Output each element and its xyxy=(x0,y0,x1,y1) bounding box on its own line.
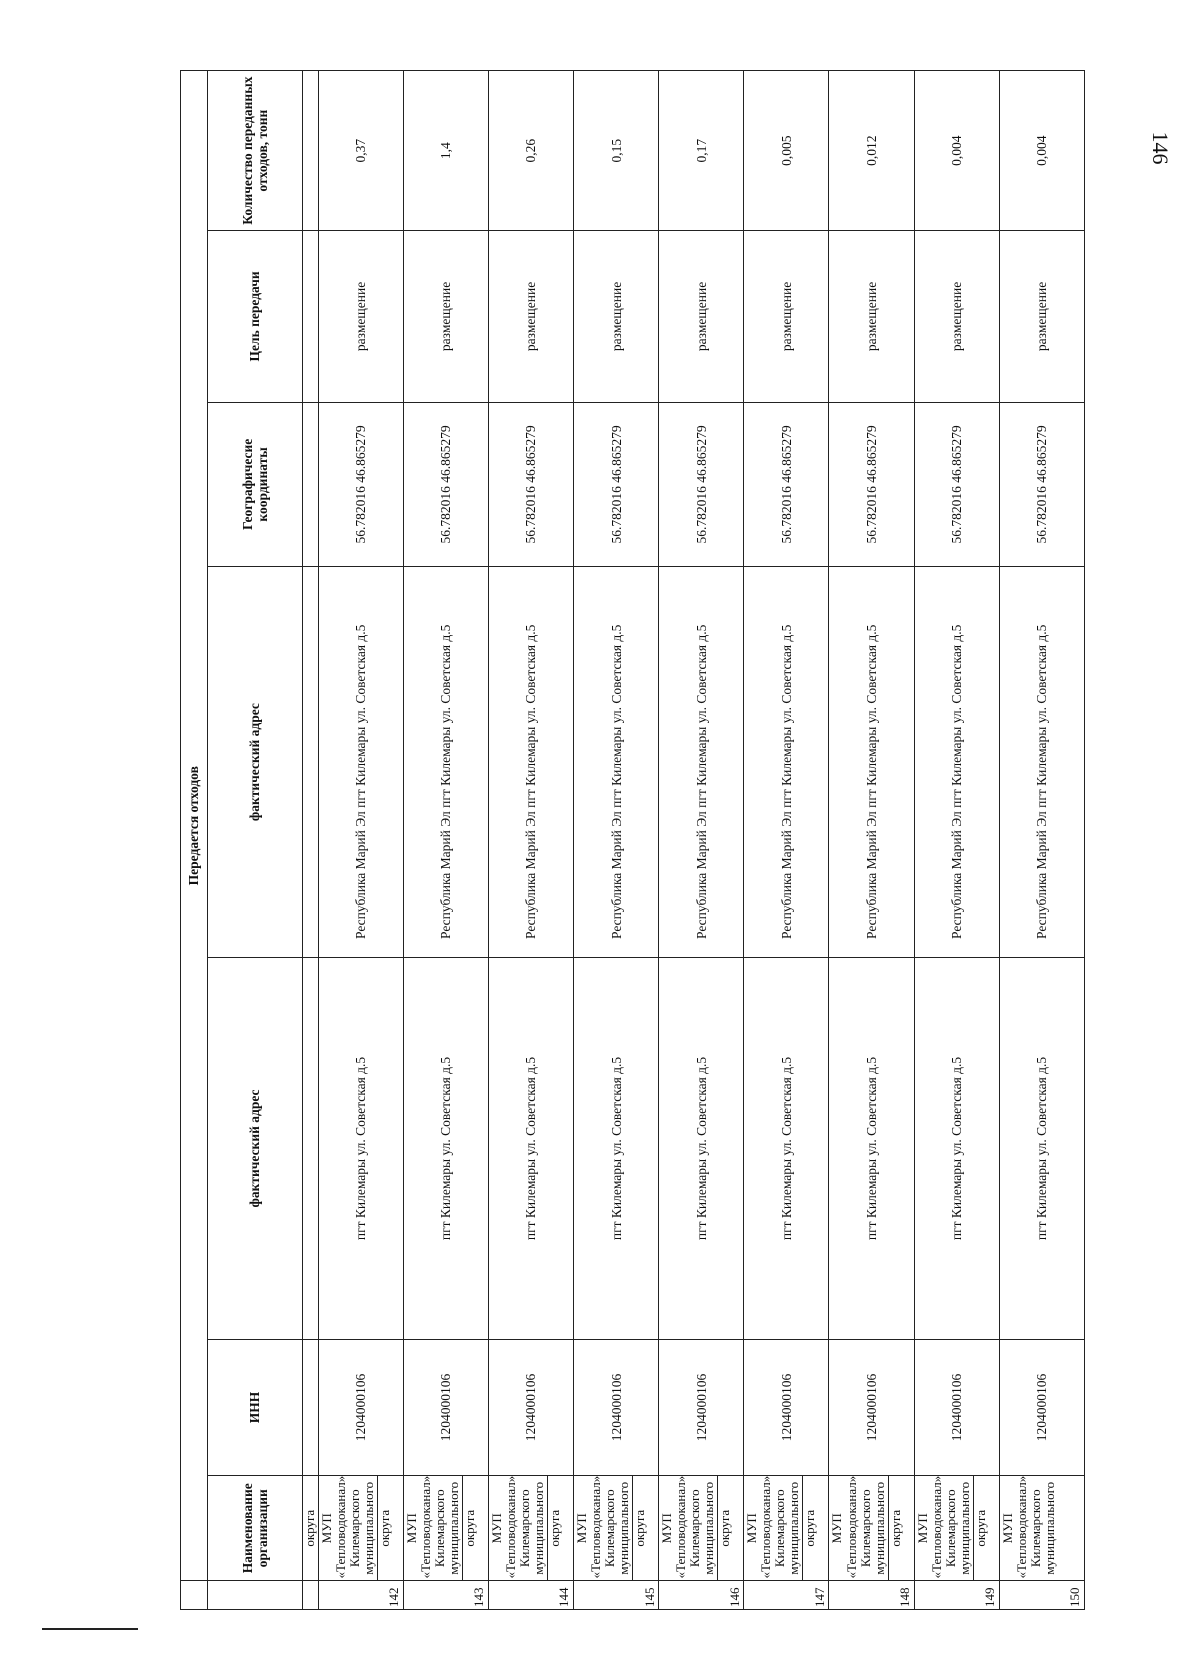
org-name-text: МУП «Тепловодоканал» Килемарского муниципального xyxy=(659,1475,717,1579)
header-group-row xyxy=(181,71,208,1610)
table-row xyxy=(318,71,403,1610)
org-name-text: МУП «Тепловодоканал» Килемарского муниципального xyxy=(914,1475,972,1579)
site-address: Республика Марий Эл пгт Килемары ул. Советская д.5 xyxy=(744,567,829,958)
site-address: Республика Марий Эл пгт Килемары ул. Советская д.5 xyxy=(999,567,1084,958)
org-name-tail: округа xyxy=(462,1476,477,1580)
org-address: пгт Килемары ул. Советская д.5 xyxy=(659,957,744,1339)
waste-quantity: 0,15 xyxy=(574,71,659,231)
transfer-goal: размещение xyxy=(659,231,744,402)
row-number: 144 xyxy=(488,1581,573,1610)
geo-coordinates: 56.782016 46.865279 xyxy=(403,402,488,567)
inn-cell: 1204000106 xyxy=(659,1339,744,1475)
geo-coordinates: 56.782016 46.865279 xyxy=(829,402,914,567)
geo-coordinates: 56.782016 46.865279 xyxy=(318,402,403,567)
org-name-tail: округа xyxy=(888,1476,903,1580)
site-address: Республика Марий Эл пгт Килемары ул. Советская д.5 xyxy=(318,567,403,958)
inn-cell: 1204000106 xyxy=(744,1339,829,1475)
inn-cell: 1204000106 xyxy=(318,1339,403,1475)
transfer-goal: размещение xyxy=(744,231,829,402)
table-row xyxy=(829,71,914,1610)
org-address: пгт Килемары ул. Советская д.5 xyxy=(744,957,829,1339)
org-address: пгт Килемары ул. Советская д.5 xyxy=(318,957,403,1339)
org-address: пгт Килемары ул. Советская д.5 xyxy=(999,957,1084,1339)
row-number: 142 xyxy=(318,1581,403,1610)
org-address: пгт Килемары ул. Советская д.5 xyxy=(574,957,659,1339)
geo-coordinates: 56.782016 46.865279 xyxy=(488,402,573,567)
site-address: Республика Марий Эл пгт Килемары ул. Советская д.5 xyxy=(403,567,488,958)
geo-coordinates: 56.782016 46.865279 xyxy=(999,402,1084,567)
carry-over-text: округа xyxy=(303,1476,319,1581)
table-row xyxy=(999,71,1084,1610)
col-header-num xyxy=(208,1581,303,1610)
org-address: пгт Килемары ул. Советская д.5 xyxy=(403,957,488,1339)
org-name-text: МУП «Тепловодоканал» Килемарского муниципального xyxy=(403,1475,461,1579)
transfer-goal: размещение xyxy=(999,231,1084,402)
inn-cell: 1204000106 xyxy=(574,1339,659,1475)
rotated-table-frame xyxy=(180,70,1085,1610)
org-name-tail: округа xyxy=(377,1476,392,1580)
table-row xyxy=(744,71,829,1610)
site-address: Республика Марий Эл пгт Килемары ул. Советская д.5 xyxy=(659,567,744,958)
page-number: 146 xyxy=(1148,131,1173,165)
org-name-tail: округа xyxy=(632,1476,647,1580)
header-columns-row xyxy=(208,71,303,1610)
org-name-text: МУП «Тепловодоканал» Килемарского муниципального xyxy=(999,1475,1057,1579)
org-name-text: МУП «Тепловодоканал» Килемарского муниципального xyxy=(488,1475,546,1579)
transfer-goal: размещение xyxy=(829,231,914,402)
inn-cell: 1204000106 xyxy=(488,1339,573,1475)
row-number: 149 xyxy=(914,1581,999,1610)
col-header-goal: Цель передачи xyxy=(208,231,303,402)
header-gap-row xyxy=(303,71,319,1610)
waste-quantity: 0,26 xyxy=(488,71,573,231)
inn-cell: 1204000106 xyxy=(829,1339,914,1475)
org-name xyxy=(318,1476,403,1581)
table-row xyxy=(659,71,744,1610)
org-name-text: МУП «Тепловодоканал» Килемарского муниципального xyxy=(829,1475,887,1579)
geo-coordinates: 56.782016 46.865279 xyxy=(574,402,659,567)
table-row xyxy=(574,71,659,1610)
row-number: 145 xyxy=(574,1581,659,1610)
transfer-goal: размещение xyxy=(574,231,659,402)
org-name xyxy=(659,1476,744,1581)
org-name xyxy=(403,1476,488,1581)
waste-quantity: 0,004 xyxy=(914,71,999,231)
geo-coordinates: 56.782016 46.865279 xyxy=(659,402,744,567)
waste-quantity: 0,37 xyxy=(318,71,403,231)
table-area xyxy=(180,70,1085,1610)
site-address: Республика Марий Эл пгт Килемары ул. Советская д.5 xyxy=(914,567,999,958)
col-header-address-org: фактический адрес xyxy=(208,957,303,1339)
inn-cell: 1204000106 xyxy=(403,1339,488,1475)
org-name xyxy=(488,1476,573,1581)
row-number: 146 xyxy=(659,1581,744,1610)
org-address: пгт Килемары ул. Советская д.5 xyxy=(914,957,999,1339)
footnote-rule xyxy=(42,1628,138,1630)
waste-quantity: 0,005 xyxy=(744,71,829,231)
waste-quantity: 0,17 xyxy=(659,71,744,231)
row-number: 143 xyxy=(403,1581,488,1610)
transfer-goal: размещение xyxy=(488,231,573,402)
org-name-text: МУП «Тепловодоканал» Килемарского муниципального xyxy=(318,1475,376,1579)
geo-coordinates: 56.782016 46.865279 xyxy=(744,402,829,567)
table-row xyxy=(403,71,488,1610)
site-address: Республика Марий Эл пгт Килемары ул. Советская д.5 xyxy=(829,567,914,958)
transfer-goal: размещение xyxy=(403,231,488,402)
row-number: 147 xyxy=(744,1581,829,1610)
inn-cell: 1204000106 xyxy=(999,1339,1084,1475)
org-name xyxy=(574,1476,659,1581)
org-name-text: МУП «Тепловодоканал» Килемарского муниципального xyxy=(744,1475,802,1579)
org-name-tail: округа xyxy=(717,1476,732,1580)
org-name xyxy=(744,1476,829,1581)
org-name-tail: округа xyxy=(547,1476,562,1580)
col-header-address-site: фактический адрес xyxy=(208,567,303,958)
org-name xyxy=(999,1476,1084,1581)
org-name-text: МУП «Тепловодоканал» Килемарского муниципального xyxy=(574,1475,632,1579)
org-address: пгт Килемары ул. Советская д.5 xyxy=(829,957,914,1339)
waste-quantity: 0,012 xyxy=(829,71,914,231)
col-header-org: Наименование организации xyxy=(208,1476,303,1581)
col-header-inn: ИНН xyxy=(208,1339,303,1475)
group-title: Передается отходов xyxy=(181,71,208,1581)
org-name-tail: округа xyxy=(973,1476,988,1580)
site-address: Республика Марий Эл пгт Килемары ул. Советская д.5 xyxy=(488,567,573,958)
waste-quantity: 0,004 xyxy=(999,71,1084,231)
geo-coordinates: 56.782016 46.865279 xyxy=(914,402,999,567)
org-name-tail: округа xyxy=(802,1476,817,1580)
header-blank xyxy=(181,1581,208,1610)
org-name xyxy=(829,1476,914,1581)
org-address: пгт Килемары ул. Советская д.5 xyxy=(488,957,573,1339)
transfer-goal: размещение xyxy=(914,231,999,402)
inn-cell: 1204000106 xyxy=(914,1339,999,1475)
site-address: Республика Марий Эл пгт Килемары ул. Советская д.5 xyxy=(574,567,659,958)
table-row xyxy=(914,71,999,1610)
col-header-qty: Количество переданных отходов, тонн xyxy=(208,71,303,231)
table-body xyxy=(318,71,1084,1610)
table-row xyxy=(488,71,573,1610)
waste-quantity: 1,4 xyxy=(403,71,488,231)
row-number: 148 xyxy=(829,1581,914,1610)
org-name xyxy=(914,1476,999,1581)
col-header-geo: Географичесие координаты xyxy=(208,402,303,567)
transfer-goal: размещение xyxy=(318,231,403,402)
row-number: 150 xyxy=(999,1581,1084,1610)
waste-transfer-table xyxy=(180,70,1085,1610)
